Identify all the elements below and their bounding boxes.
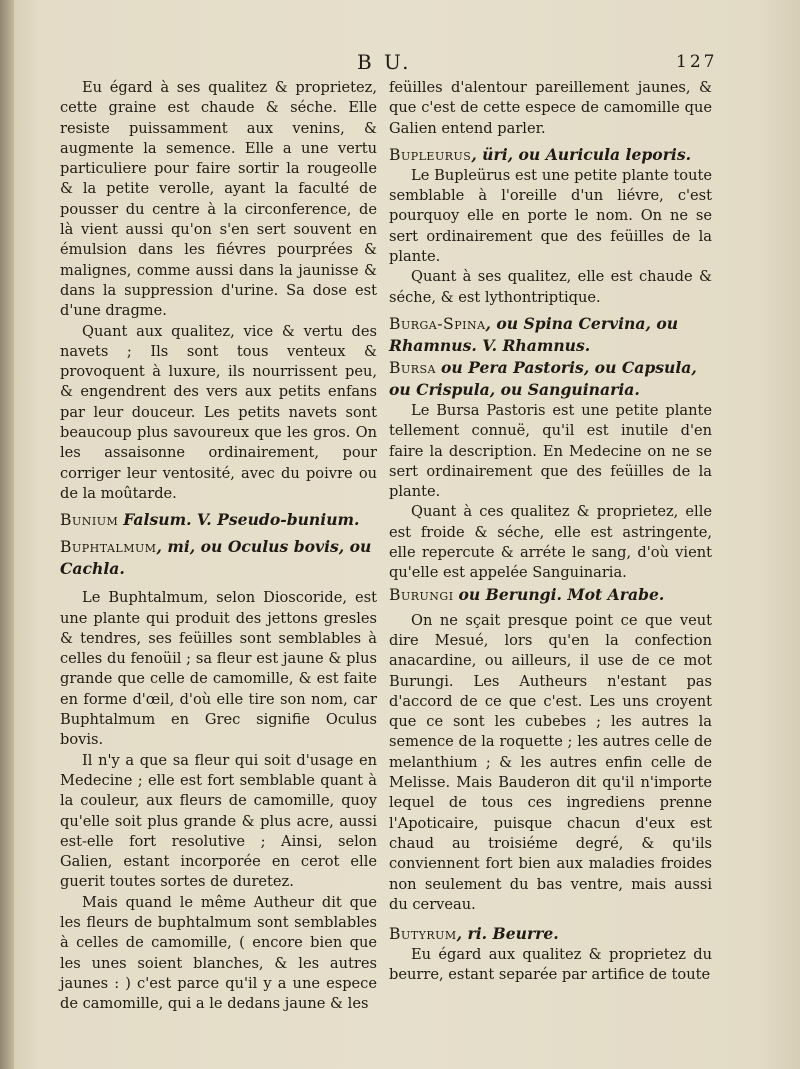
entry-bupleurus (389, 144, 712, 166)
entry-rest: ou Berungi. Mot Arabe. (458, 584, 665, 604)
entry-burungi (389, 584, 712, 606)
entry-rest: , mi, ou Oculus bovis, ou Cachla. (60, 537, 372, 579)
entry-rest: , üri, ou Auricula leporis. (471, 144, 692, 164)
headword: Bursa (389, 358, 436, 377)
paragraph: Il n'y a que sa fleur qui soit d'usage en Medecine ; elle est fort semblable quant à la couleur, aux fleurs de camomille, quoy qu'elle soit plus grande & plus acre, aussi est-elle fort resolutive ; Ainsi, selon Galien, estant incorporée en cerot elle guerit toutes sortes de duretez. (60, 751, 377, 891)
headword: Bunium (60, 511, 119, 530)
running-head: B U. (357, 50, 412, 74)
headword: Burga-Spina (389, 314, 486, 333)
paragraph: feüilles d'alentour pareillement jaunes, & que c'est de cette espece de camomille que Galien entend parler. (389, 79, 712, 137)
paragraph: Quant à ces qualitez & proprietez, elle est froide & séche, elle est astringente, elle repercute & arréte le sang, d'où vient qu'elle est appelée Sanguinaria. (389, 503, 712, 582)
entry-rest: , ou Spina Cervina, ou Rhamnus. V. Rhamnus. (389, 313, 679, 355)
entry-bursa (389, 357, 712, 401)
paragraph: Quant à ses qualitez, elle est chaude & séche, & est lythontriptique. (389, 268, 712, 306)
entry-rest: , ri. Beurre. (456, 924, 559, 944)
headword: Butyrum (389, 925, 457, 944)
entry-burga-spina (389, 313, 712, 357)
paragraph: Mais quand le même Autheur dit que les fleurs de buphtalmum sont semblables à celles de camomille, ( encore bien que les unes soient blanches, & les autres jaunes : ) c'est parce qu'il y a une espece de camomille, qui a le dedans jaune & les (60, 893, 377, 1013)
paragraph: Le Bursa Pastoris est une petite plante tellement connuë, qu'il est inutile d'en faire la description. En Medecine on ne se sert ordinairement que des feüilles de la plante. (389, 401, 712, 501)
paragraph: Eu égard aux qualitez & proprietez du beurre, estant separée par artifice de toute (389, 946, 712, 984)
page-binding-edge (0, 0, 14, 1069)
paragraph: Le Buphtalmum, selon Dioscoride, est une plante qui produit des jettons gresles & tendres, ses feüilles sont semblables à celles du fenoüil ; sa fleur est jaune & plus grande que celle de camomille, & est faite en forme d'œil, d'où elle tire son nom, car Buphtalmum en Grec signifie Oculus bovis. (60, 589, 377, 749)
entry-bunium (60, 509, 377, 531)
entry-rest: ou Pera Pastoris, ou Capsula, ou Crispula, ou Sanguinaria. (389, 357, 697, 399)
left-column (60, 78, 377, 1014)
paragraph: Eu égard à ses qualitez & proprietez, cette graine est chaude & séche. Elle resiste puissamment aux venins, & augmente la semence. Elle a une vertu particuliere pour faire sortir la rougeolle & la petite verolle, ayant la faculté de pousser du centre à la circonference, de là vient aussi qu'on s'en sert souvent en émulsion dans les fiévres pourprées & malignes, comme aussi dans la jaunisse & dans la suppression d'urine. Sa dose est d'une dragme. (60, 79, 377, 320)
headword: Buphtalmum (60, 538, 157, 557)
headword: Bupleurus (389, 145, 472, 164)
headword: Burungi (389, 585, 454, 604)
entry-rest: Falsum. V. Pseudo-bunium. (123, 510, 360, 530)
entry-buphtalmum (60, 536, 377, 580)
entry-butyrum (389, 923, 712, 945)
paragraph: Quant aux qualitez, vice & vertu des navets ; Ils sont tous venteux & provoquent à luxure, ils nourrissent peu, & engendrent des vers aux petits enfans par leur douceur. Les petits navets sont beaucoup plus savoureux que les gros. On les assaisonne ordinairement, pour corriger leur ventosité, avec du poivre ou de la moûtarde. (60, 322, 377, 502)
paragraph: On ne sçait presque point ce que veut dire Mesué, lors qu'en la confection anacardine, ou ailleurs, il use de ce mot Burungi. Les Autheurs n'estant pas d'accord de ce que c'est. Les uns croyent que ce sont les cubebes ; les autres la semence de la roquette ; les autres celle de melanthium ; & les autres enfin celle de Melisse. Mais Bauderon dit qu'il n'importe lequel de tous ces ingrediens prenne l'Apoticaire, puisque chacun d'eux est chaud au troisiéme degré, & qu'ils conviennent fort bien aux maladies froides non seulement du bas ventre, mais aussi du cerveau. (389, 611, 712, 913)
paragraph: Le Bupleürus est une petite plante toute semblable à l'oreille d'un liévre, c'est pourquoy elle en porte le nom. On ne se sert ordinairement que des feüilles de la plante. (389, 166, 712, 266)
page-number: 127 (676, 52, 718, 72)
right-column (389, 78, 712, 986)
